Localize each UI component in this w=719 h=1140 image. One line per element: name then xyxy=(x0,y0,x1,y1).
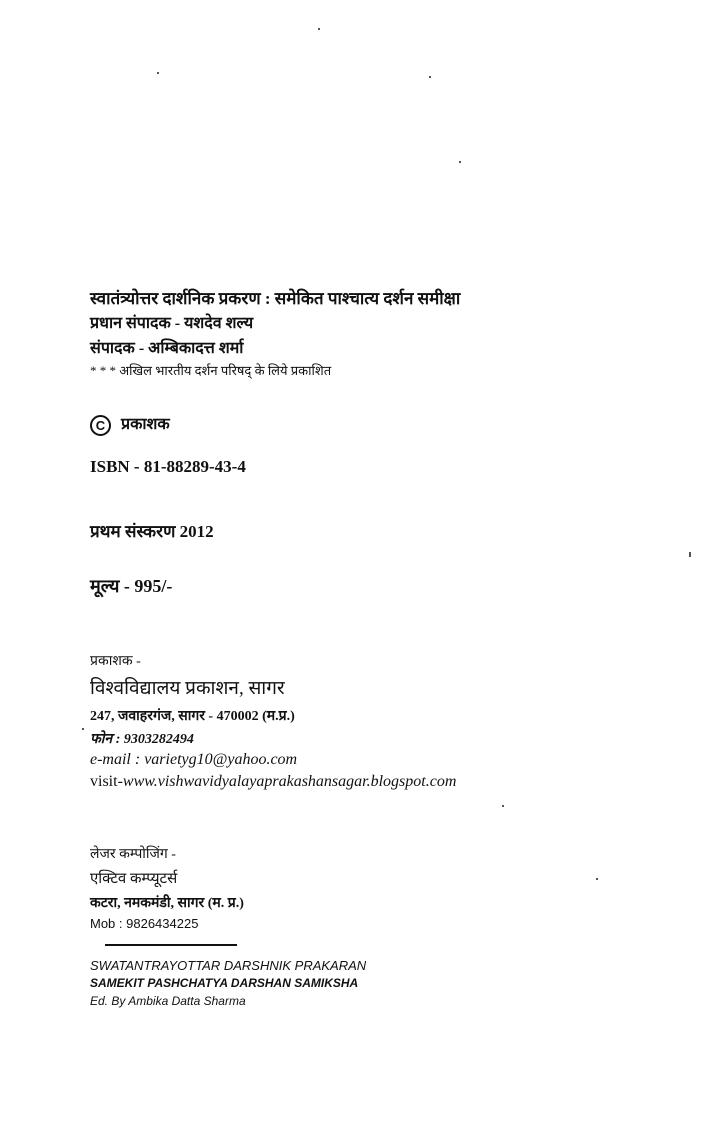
scan-speck xyxy=(689,552,691,557)
visit-prefix: visit- xyxy=(90,773,123,790)
typesetting-name: एक्टिव कम्प्यूटर्स xyxy=(90,871,178,887)
copyright-icon: C xyxy=(90,415,111,436)
scan-speck xyxy=(82,728,84,730)
publisher-label: प्रकाशक - xyxy=(90,654,141,669)
scan-speck xyxy=(429,76,431,78)
scan-speck xyxy=(157,72,159,74)
isbn: ISBN - 81-88289-43-4 xyxy=(90,457,246,476)
copyright-line xyxy=(90,412,170,436)
publisher-name: विश्वविद्यालय प्रकाशन, सागर xyxy=(90,678,285,699)
english-title-line3: Ed. By Ambika Datta Sharma xyxy=(90,994,246,1008)
typesetting-address: कटरा, नमकमंडी, सागर (म. प्र.) xyxy=(90,896,244,911)
publisher-address: 247, जवाहरगंज, सागर - 470002 (म.प्र.) xyxy=(90,709,295,724)
book-title: स्वातंत्र्योत्तर दार्शनिक प्रकरण : समेकित पाश्चात्य दर्शन समीक्षा xyxy=(90,289,461,308)
chief-editor: प्रधान संपादक - यशदेव शल्य xyxy=(90,315,254,332)
scan-speck xyxy=(502,805,504,807)
price: मूल्य - 995/- xyxy=(90,576,173,596)
published-for: * * * अखिल भारतीय दर्शन परिषद् के लिये प्रकाशित xyxy=(90,363,332,378)
publisher-phone: फोन : 9303282494 xyxy=(90,732,194,747)
scan-speck xyxy=(318,28,320,30)
typesetting-label: लेजर कम्पोजिंग - xyxy=(90,847,176,862)
editor: संपादक - अम्बिकादत्त शर्मा xyxy=(90,340,244,357)
scan-speck xyxy=(459,161,461,163)
english-title-line2: SAMEKIT PASHCHATYA DARSHAN SAMIKSHA xyxy=(90,976,359,990)
divider xyxy=(105,944,237,946)
english-title-line1: SWATANTRAYOTTAR DARSHNIK PRAKARAN xyxy=(90,958,367,973)
publisher-website-line xyxy=(90,773,456,791)
copyright-holder: प्रकाशक xyxy=(121,416,170,433)
publisher-email: e-mail : varietyg10@yahoo.com xyxy=(90,751,298,768)
publisher-website: www.vishwavidyalayaprakashansagar.blogspot.com xyxy=(122,773,457,790)
edition: प्रथम संस्करण 2012 xyxy=(90,522,214,541)
scan-speck xyxy=(596,878,598,880)
typesetting-mobile: Mob : 9826434225 xyxy=(90,916,199,931)
